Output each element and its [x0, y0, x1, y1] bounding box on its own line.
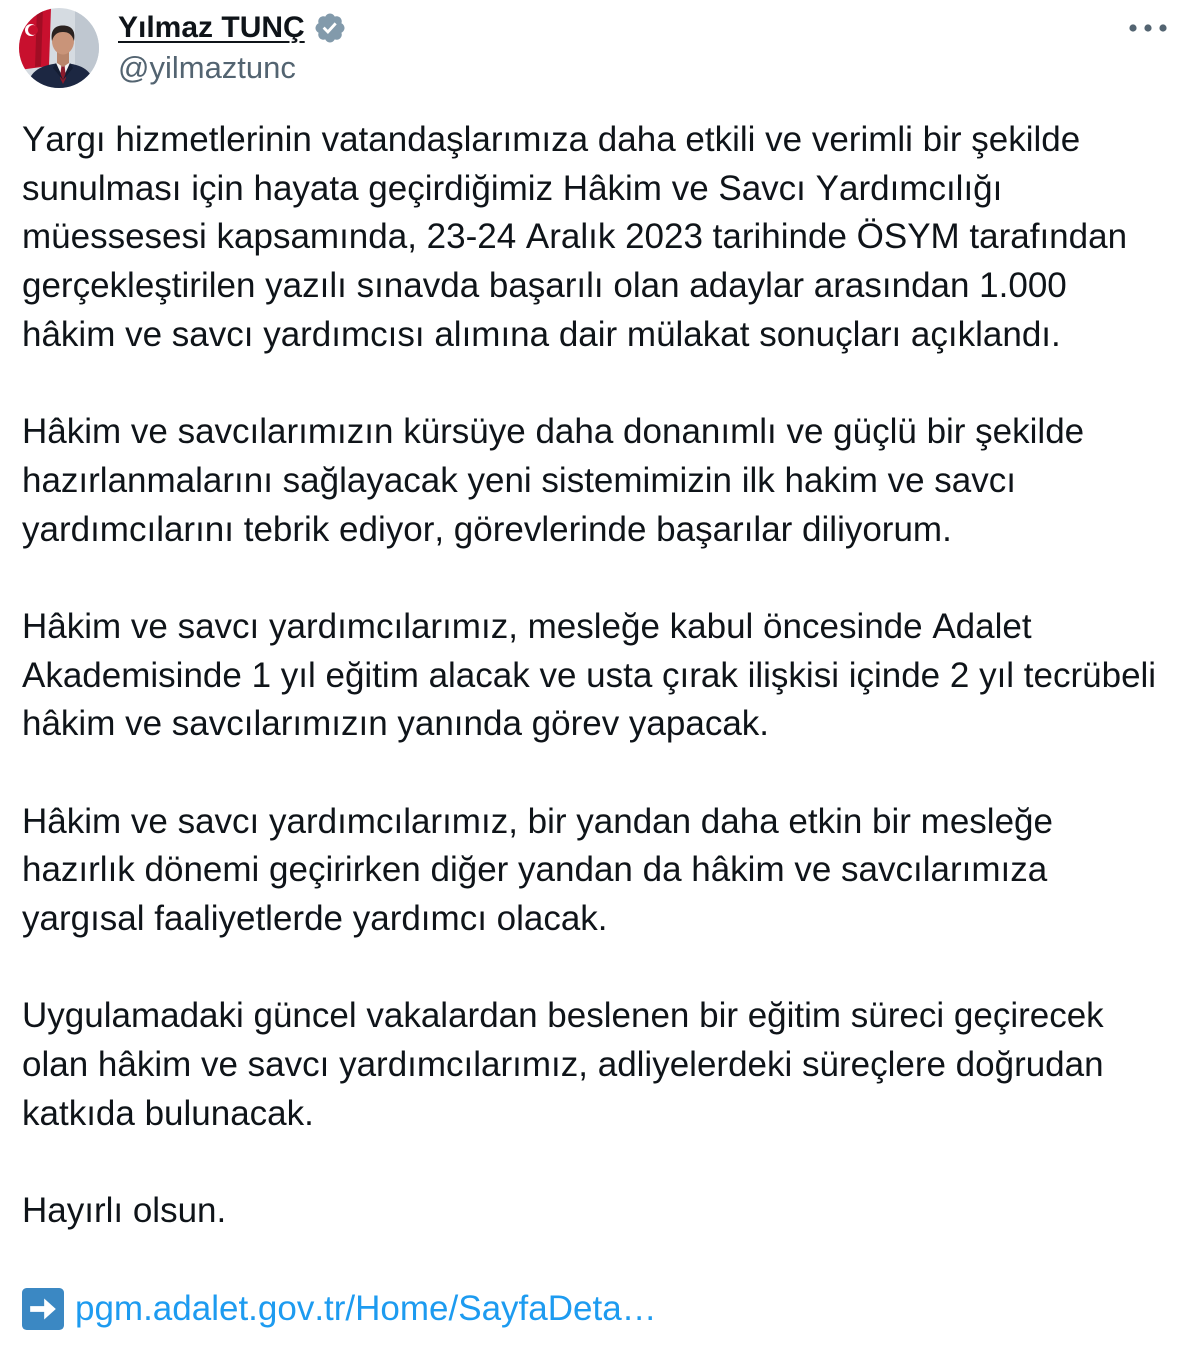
tweet-line: gerçekleştirilen yazılı sınavda başarılı olan adaylar arasından 1.000: [22, 266, 1067, 306]
tweet-paragraph: [22, 116, 1178, 359]
avatar-photo: [19, 8, 99, 88]
tweet-line: katkıda bulunacak.: [22, 1093, 314, 1133]
avatar[interactable]: [19, 8, 99, 88]
tweet-line: Akademisinde 1 yıl eğitim alacak ve usta çırak ilişkisi içinde 2 yıl tecrübeli: [22, 655, 1157, 695]
tweet-line: Hâkim ve savcı yardımcılarımız, bir yandan daha etkin bir mesleğe: [22, 801, 1053, 841]
tweet-line: hazırlık dönemi geçirirken diğer yandan da hâkim ve savcılarımıza: [22, 850, 1048, 890]
tweet-line: hâkim ve savcılarımızın yanında görev yapacak.: [22, 704, 770, 744]
tweet-line: Hayırlı olsun.: [22, 1191, 227, 1231]
tweet-line: yardımcılarını tebrik ediyor, görevlerinde başarılar diliyorum.: [22, 509, 952, 549]
tweet-line: yargısal faaliyetlerde yardımcı olacak.: [22, 899, 608, 938]
verified-badge-icon[interactable]: [313, 11, 347, 45]
right-arrow-emoji-icon: [22, 1288, 64, 1330]
tweet-line: Hâkim ve savcılarımızın kürsüye daha donanımlı ve güçlü bir şekilde: [22, 412, 1085, 452]
tweet-paragraph: [22, 408, 1178, 554]
tweet-text: [22, 116, 1178, 1333]
tweet-line: Hâkim ve savcı yardımcılarımız, mesleğe kabul öncesinde Adalet: [22, 606, 1032, 646]
tweet-paragraph: [22, 603, 1178, 749]
more-horizontal-icon[interactable]: [1126, 12, 1170, 44]
tweet-paragraph: [22, 1187, 1178, 1236]
author-handle[interactable]: @yilmaztunc: [118, 50, 296, 85]
tweet-paragraph: [22, 798, 1178, 944]
tweet-line: olan hâkim ve savcı yardımcılarımız, adliyelerdeki süreçlere doğrudan: [22, 1045, 1104, 1085]
tweet-line: hazırlanmalarını sağlayacak yeni sistemimizin ilk hakim ve savcı: [22, 460, 1016, 500]
author-name[interactable]: Yılmaz TUNÇ: [118, 11, 305, 44]
tweet-line: müessesesi kapsamında, 23-24 Aralık 2023 tarihinde ÖSYM tarafından: [22, 217, 1128, 257]
tweet-line: Uygulamadaki güncel vakalardan beslenen bir eğitim süreci geçirecek: [22, 996, 1104, 1036]
tweet-link[interactable]: pgm.adalet.gov.tr/Home/SayfaDeta…: [75, 1288, 657, 1328]
author-name-row: [118, 10, 347, 46]
tweet-line: Yargı hizmetlerinin vatandaşlarımıza daha etkili ve verimli bir şekilde: [22, 120, 1081, 159]
tweet-paragraph: [22, 992, 1178, 1138]
tweet-line: hâkim ve savcı yardımcısı alımına dair mülakat sonuçları açıklandı.: [22, 314, 1061, 354]
tweet-link-row[interactable]: [22, 1285, 1178, 1334]
tweet-line: sunulması için hayata geçirdiğimiz Hâkim ve Savcı Yardımcılığı: [22, 168, 1003, 208]
